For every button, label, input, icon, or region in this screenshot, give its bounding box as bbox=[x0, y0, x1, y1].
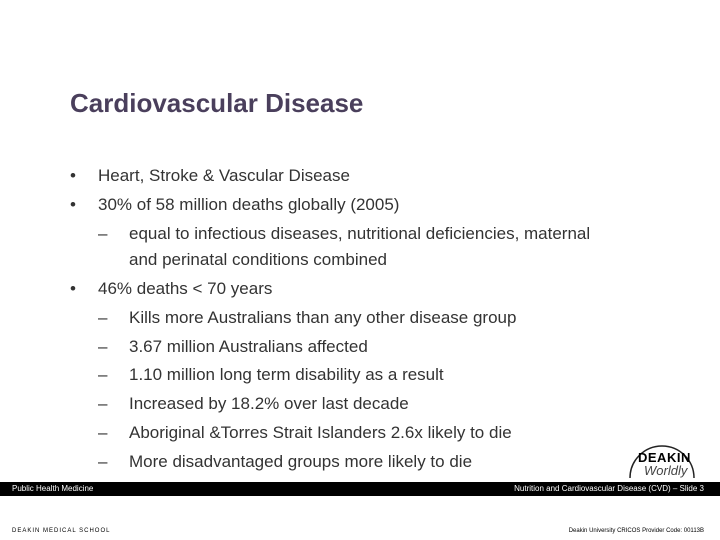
sub-item-continuation bbox=[129, 250, 387, 270]
dash-icon: – bbox=[98, 224, 108, 243]
sub-item bbox=[98, 365, 444, 385]
footer-school: DEAKIN MEDICAL SCHOOL bbox=[12, 528, 111, 534]
sub-text: Aboriginal &Torres Strait Islanders 2.6x likely to die bbox=[129, 423, 512, 442]
dash-icon: – bbox=[98, 365, 108, 384]
sub-item bbox=[98, 308, 517, 328]
bullet-text: 46% deaths < 70 years bbox=[98, 279, 273, 298]
logo-tagline: Worldly bbox=[644, 463, 688, 478]
sub-item bbox=[98, 423, 512, 443]
footer-department: Public Health Medicine bbox=[12, 484, 94, 493]
sub-text: 1.10 million long term disability as a result bbox=[129, 365, 444, 384]
sub-item bbox=[98, 224, 591, 244]
sub-text: equal to infectious diseases, nutritional deficiencies, maternal bbox=[129, 224, 591, 243]
deakin-logo bbox=[624, 440, 700, 480]
bullet-icon: • bbox=[70, 279, 76, 298]
dash-icon: – bbox=[98, 337, 108, 356]
bullet-icon: • bbox=[70, 166, 76, 185]
dash-icon: – bbox=[98, 394, 108, 413]
sub-text: Kills more Australians than any other disease group bbox=[129, 308, 517, 327]
sub-text: and perinatal conditions combined bbox=[129, 250, 388, 269]
dash-icon: – bbox=[98, 308, 108, 327]
sub-item bbox=[98, 452, 473, 472]
footer-cricos: Deakin University CRICOS Provider Code: 00113B bbox=[568, 528, 704, 534]
logo-name: DEAKIN bbox=[638, 450, 691, 465]
dash-icon: – bbox=[98, 423, 108, 442]
sub-text: 3.67 million Australians affected bbox=[129, 337, 368, 356]
bullet-icon: • bbox=[70, 195, 76, 214]
sub-text: More disadvantaged groups more likely to die bbox=[129, 452, 473, 471]
bullet-text: 30% of 58 million deaths globally (2005) bbox=[98, 195, 400, 214]
bullet-text: Heart, Stroke & Vascular Disease bbox=[98, 166, 350, 185]
slide-title: Cardiovascular Disease bbox=[70, 88, 364, 118]
bullet-item bbox=[70, 166, 350, 186]
bullet-item bbox=[70, 279, 273, 299]
dash-icon: – bbox=[98, 452, 108, 471]
sub-item bbox=[98, 394, 409, 414]
sub-item bbox=[98, 337, 368, 357]
bullet-item bbox=[70, 195, 400, 215]
footer-slide-info: Nutrition and Cardiovascular Disease (CVD) – Slide 3 bbox=[514, 484, 704, 493]
sub-text: Increased by 18.2% over last decade bbox=[129, 394, 409, 413]
